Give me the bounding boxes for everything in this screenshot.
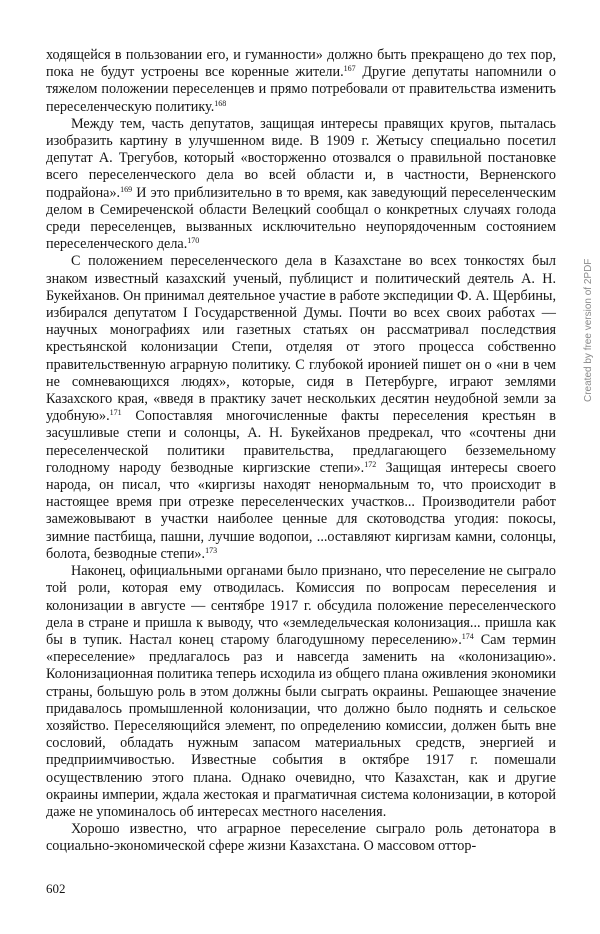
footnote-ref: 170 (187, 236, 200, 246)
pdf-watermark-text: Created by free version of 2PDF (583, 258, 594, 402)
footnote-ref: 169 (120, 184, 133, 194)
paragraph-text: Сам термин «переселение» предлагалось раз и навсегда заменить на «колонизацию». Колонизационная политика теперь исходила из общего плана оживления экономики страны, большую роль в этом должны были сыграть окраины. Решающее значение придавалось промышленной колонизации, что должно было поднять и сельское хозяйство. Переселяющийся элемент, по определению комиссии, должен быть вне сословий, обладать нужным запасом материальных средств, энергией и предприимчивостью. Известные события в октябре 1917 г. помешали осуществлению этого плана. Однако очевидно, что Казахстан, как и другие окраины империи, ждала жестокая и прагматичная система колонизации, в которой даже не упоминалось об интересах местного населения. (46, 631, 556, 820)
page-number: 602 (46, 881, 66, 896)
footnote-ref: 173 (205, 545, 218, 555)
paragraph-text: С положением переселенческого дела в Казахстане во всех тонкостях был знаком известный казахский ученый, публицист и политический деятель А. Н. Букейханов. Он принимал деятельное участие в работе экспедиции Ф. А. Щербины, избирался депутатом I Государственной Думы. Почти во всех своих работах — научных монографиях или газетных статьях он рассматривал последствия крестьянской колонизации Степи, отделяя от этого процесса собственно правительственную аграрную политику. С глубокой иронией пишет он о «ни в чем не сомневающихся людях», которые, сидя в Петербурге, играют землями Казахского края, «введя в практику зачет нескольких десятин неудобной земли за удобную». (46, 253, 556, 425)
paragraph-text: ходящейся в пользовании его, и гуманности» должно быть прекращено до тех пор, пока не будут устроены все коренные жители. (46, 47, 556, 81)
paragraph-text: Наконец, официальными органами было признано, что переселение не сыграло той роли, которая ему отводилась. Комиссия по вопросам переселения и колонизации в августе — сентябре 1917 г. обсудила положение переселенческого дела в стране и пришла к выводу, что «земледельческая колонизация... пришла как бы в тупик. Настал конец старому благодушному переселению». (46, 563, 556, 648)
paragraph (46, 253, 556, 563)
paragraph (46, 116, 556, 254)
footnote-ref: 172 (364, 459, 377, 469)
paragraph (46, 47, 556, 116)
pdf-watermark (583, 190, 595, 402)
paragraph-text: Другие депутаты напомнили о тяжелом положении переселенцев и прямо потребовали от правительства изменить переселенческую политику. (46, 64, 556, 115)
body-text (46, 47, 556, 856)
footnote-ref: 168 (214, 98, 227, 108)
paragraph-text: Защищая интересы своего народа, он писал, что «киргизы находят ненормальным то, что происходит в настоящее время при отрезке переселенческих участков... Производители работ замежовывают в участки наиболее ценные для скотоводства угодия: покосы, зимние пастбища, пашни, лучшие водопои, ...оставляют киргизам камни, солонцы, болота, безводные степи». (46, 459, 556, 562)
paragraph-text: И это приблизительно в то время, как заведующий переселенческим делом в Семиреченской области Велецкий сообщал о конкретных случаях голода среди переселенцев, вызванных исключительно неупорядоченным состоянием переселенческого дела. (46, 184, 556, 253)
paragraph (46, 821, 556, 855)
footnote-ref: 174 (461, 631, 474, 641)
paragraph (46, 563, 556, 821)
paragraph-text: Хорошо известно, что аграрное переселение сыграло роль детонатора в социально-экономической сфере жизни Казахстана. О массовом оттор- (46, 821, 556, 855)
footnote-ref: 167 (343, 64, 356, 74)
paragraph-text: Между тем, часть депутатов, защищая интересы правящих кругов, пыталась изобразить картину в улучшенном виде. В 1909 г. Жетысу специально посетил депутат А. Трегубов, который «восторженно отозвался о правильной постановке всего переселенческого дела во всей области и, в частности, Верненского подрайона». (46, 115, 556, 201)
footnote-ref: 171 (109, 408, 122, 418)
paragraph-text: Сопоставляя многочисленные факты переселения крестьян в засушливые степи и солонцы, А. Н. Букейханов предрекал, что «сочтены дни переселенческой политики правительства, предлагающего безземельному голодному народу безводные киргизские степи». (46, 408, 556, 476)
